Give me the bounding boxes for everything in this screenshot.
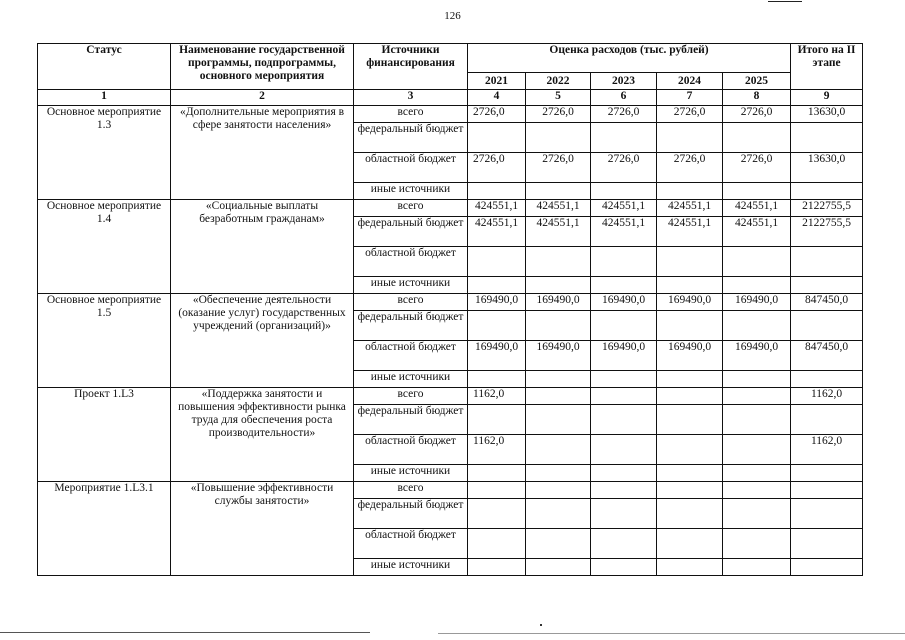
year-value-cell: 2726,0 <box>723 153 791 183</box>
year-value-cell <box>468 465 526 482</box>
year-value-cell: 1162,0 <box>468 435 526 465</box>
year-value-cell: 424551,1 <box>526 217 591 247</box>
year-value-cell <box>468 123 526 153</box>
stage-total-cell <box>791 371 863 388</box>
funding-source-other: иные источники <box>354 371 468 388</box>
stage-total-cell <box>791 499 863 529</box>
table-row <box>38 482 863 499</box>
row-status: Мероприятие 1.L3.1 <box>38 482 171 576</box>
funding-source-total: всего <box>354 388 468 405</box>
funding-source-other: иные источники <box>354 183 468 200</box>
year-value-cell: 424551,1 <box>468 217 526 247</box>
year-value-cell <box>526 529 591 559</box>
funding-source-federal: федеральный бюджет <box>354 311 468 341</box>
funding-source-regional: областной бюджет <box>354 153 468 183</box>
year-value-cell: 2726,0 <box>657 106 723 123</box>
year-value-cell <box>591 388 657 405</box>
year-value-cell <box>526 371 591 388</box>
year-value-cell <box>657 277 723 294</box>
year-value-cell: 1162,0 <box>468 388 526 405</box>
stage-total-cell <box>791 183 863 200</box>
year-value-cell <box>657 183 723 200</box>
year-value-cell <box>657 311 723 341</box>
year-value-cell <box>657 465 723 482</box>
row-status: Основное мероприятие 1.3 <box>38 106 171 200</box>
funding-source-federal: федеральный бюджет <box>354 499 468 529</box>
scan-speck <box>540 624 542 626</box>
year-value-cell <box>723 405 791 435</box>
year-value-cell: 169490,0 <box>723 341 791 371</box>
year-value-cell <box>526 405 591 435</box>
year-value-cell <box>468 482 526 499</box>
year-value-cell <box>723 482 791 499</box>
year-value-cell <box>526 388 591 405</box>
year-value-cell <box>591 559 657 576</box>
column-number: 4 <box>468 90 526 106</box>
year-value-cell <box>468 559 526 576</box>
year-value-cell <box>723 465 791 482</box>
year-value-cell: 424551,1 <box>657 217 723 247</box>
year-value-cell: 2726,0 <box>657 153 723 183</box>
funding-source-regional: областной бюджет <box>354 529 468 559</box>
year-value-cell <box>657 529 723 559</box>
year-value-cell <box>526 435 591 465</box>
year-value-cell: 424551,1 <box>723 217 791 247</box>
year-value-cell <box>657 435 723 465</box>
year-value-cell <box>723 529 791 559</box>
year-value-cell: 424551,1 <box>723 200 791 217</box>
year-value-cell <box>657 371 723 388</box>
row-program-name: «Повышение эффективности службы занятости» <box>171 482 354 576</box>
funding-source-regional: областной бюджет <box>354 435 468 465</box>
year-value-cell <box>723 559 791 576</box>
header-total: Итого на II этапе <box>791 44 863 90</box>
year-value-cell: 2726,0 <box>526 153 591 183</box>
year-value-cell <box>657 405 723 435</box>
year-value-cell: 424551,1 <box>526 200 591 217</box>
funding-source-federal: федеральный бюджет <box>354 217 468 247</box>
year-value-cell <box>591 482 657 499</box>
year-value-cell <box>591 529 657 559</box>
year-value-cell <box>657 247 723 277</box>
year-value-cell <box>591 183 657 200</box>
page-number: 126 <box>444 10 461 22</box>
year-value-cell <box>723 435 791 465</box>
column-number: 2 <box>171 90 354 106</box>
stage-total-cell <box>791 247 863 277</box>
year-value-cell <box>723 499 791 529</box>
stage-total-cell: 847450,0 <box>791 341 863 371</box>
year-value-cell <box>526 482 591 499</box>
stage-total-cell <box>791 529 863 559</box>
year-value-cell <box>723 371 791 388</box>
column-number: 8 <box>723 90 791 106</box>
header-year: 2023 <box>591 73 657 90</box>
funding-source-federal: федеральный бюджет <box>354 405 468 435</box>
year-value-cell: 169490,0 <box>468 341 526 371</box>
funding-source-total: всего <box>354 200 468 217</box>
stage-total-cell: 2122755,5 <box>791 200 863 217</box>
row-status: Основное мероприятие 1.5 <box>38 294 171 388</box>
year-value-cell: 424551,1 <box>468 200 526 217</box>
year-value-cell <box>526 183 591 200</box>
funding-source-total: всего <box>354 482 468 499</box>
stage-total-cell <box>791 277 863 294</box>
year-value-cell <box>657 559 723 576</box>
column-number: 6 <box>591 90 657 106</box>
year-value-cell: 2726,0 <box>723 106 791 123</box>
funding-source-regional: областной бюджет <box>354 247 468 277</box>
year-value-cell <box>657 499 723 529</box>
year-value-cell <box>468 247 526 277</box>
year-value-cell: 169490,0 <box>468 294 526 311</box>
year-value-cell <box>526 559 591 576</box>
year-value-cell <box>468 311 526 341</box>
year-value-cell <box>591 247 657 277</box>
stage-total-cell <box>791 465 863 482</box>
year-value-cell: 2726,0 <box>468 153 526 183</box>
year-value-cell <box>723 247 791 277</box>
funding-source-other: иные источники <box>354 465 468 482</box>
year-value-cell: 424551,1 <box>591 217 657 247</box>
year-value-cell: 424551,1 <box>591 200 657 217</box>
header-year: 2024 <box>657 73 723 90</box>
row-status: Проект 1.L3 <box>38 388 171 482</box>
year-value-cell: 2726,0 <box>526 106 591 123</box>
year-value-cell <box>468 405 526 435</box>
year-value-cell <box>723 277 791 294</box>
column-number: 3 <box>354 90 468 106</box>
year-value-cell <box>468 499 526 529</box>
header-sources: Источники финансирования <box>354 44 468 90</box>
table-row <box>38 294 863 311</box>
year-value-cell: 2726,0 <box>591 106 657 123</box>
stage-total-cell <box>791 559 863 576</box>
year-value-cell <box>657 482 723 499</box>
stage-total-cell: 13630,0 <box>791 153 863 183</box>
year-value-cell <box>591 435 657 465</box>
year-value-cell <box>526 247 591 277</box>
year-value-cell: 169490,0 <box>657 341 723 371</box>
year-value-cell <box>657 388 723 405</box>
top-edge-line <box>768 1 802 2</box>
table-row <box>38 200 863 217</box>
year-value-cell: 2726,0 <box>591 153 657 183</box>
year-value-cell: 169490,0 <box>591 294 657 311</box>
row-status: Основное мероприятие 1.4 <box>38 200 171 294</box>
stage-total-cell: 2122755,5 <box>791 217 863 247</box>
row-program-name: «Дополнительные мероприятия в сфере занятости населения» <box>171 106 354 200</box>
funding-source-total: всего <box>354 106 468 123</box>
year-value-cell <box>723 311 791 341</box>
year-value-cell: 2726,0 <box>468 106 526 123</box>
column-number: 5 <box>526 90 591 106</box>
row-program-name: «Обеспечение деятельности (оказание услуг) государственных учреждений (организаций)» <box>171 294 354 388</box>
stage-total-cell <box>791 482 863 499</box>
column-number: 1 <box>38 90 171 106</box>
year-value-cell <box>468 277 526 294</box>
header-expenses: Оценка расходов (тыс. рублей) <box>468 44 791 73</box>
year-value-cell <box>468 183 526 200</box>
column-number: 7 <box>657 90 723 106</box>
year-value-cell: 169490,0 <box>591 341 657 371</box>
row-program-name: «Поддержка занятости и повышения эффективности рынка труда для обеспечения роста производительности» <box>171 388 354 482</box>
bottom-edge-line <box>0 632 370 633</box>
year-value-cell <box>526 123 591 153</box>
header-year: 2022 <box>526 73 591 90</box>
stage-total-cell: 847450,0 <box>791 294 863 311</box>
table-row <box>38 106 863 123</box>
year-value-cell <box>526 499 591 529</box>
bottom-edge-line <box>438 633 905 634</box>
header-name: Наименование государственной программы, подпрограммы, основного мероприятия <box>171 44 354 90</box>
year-value-cell <box>723 388 791 405</box>
funding-source-federal: федеральный бюджет <box>354 123 468 153</box>
funding-source-other: иные источники <box>354 559 468 576</box>
stage-total-cell: 13630,0 <box>791 106 863 123</box>
year-value-cell <box>591 405 657 435</box>
financing-table <box>37 43 863 576</box>
year-value-cell <box>468 371 526 388</box>
column-number: 9 <box>791 90 863 106</box>
year-value-cell <box>591 499 657 529</box>
year-value-cell <box>591 371 657 388</box>
year-value-cell <box>591 311 657 341</box>
header-year: 2021 <box>468 73 526 90</box>
header-year: 2025 <box>723 73 791 90</box>
year-value-cell <box>657 123 723 153</box>
stage-total-cell <box>791 311 863 341</box>
stage-total-cell <box>791 405 863 435</box>
year-value-cell <box>526 311 591 341</box>
year-value-cell: 169490,0 <box>723 294 791 311</box>
year-value-cell: 169490,0 <box>657 294 723 311</box>
year-value-cell <box>723 123 791 153</box>
row-program-name: «Социальные выплаты безработным гражданам» <box>171 200 354 294</box>
year-value-cell <box>723 183 791 200</box>
stage-total-cell <box>791 123 863 153</box>
year-value-cell: 169490,0 <box>526 294 591 311</box>
funding-source-regional: областной бюджет <box>354 341 468 371</box>
year-value-cell <box>591 123 657 153</box>
year-value-cell: 169490,0 <box>526 341 591 371</box>
year-value-cell: 424551,1 <box>657 200 723 217</box>
year-value-cell <box>526 277 591 294</box>
funding-source-other: иные источники <box>354 277 468 294</box>
stage-total-cell: 1162,0 <box>791 388 863 405</box>
stage-total-cell: 1162,0 <box>791 435 863 465</box>
year-value-cell <box>526 465 591 482</box>
header-status: Статус <box>38 44 171 90</box>
table-row <box>38 388 863 405</box>
year-value-cell <box>591 277 657 294</box>
year-value-cell <box>591 465 657 482</box>
year-value-cell <box>468 529 526 559</box>
funding-source-total: всего <box>354 294 468 311</box>
